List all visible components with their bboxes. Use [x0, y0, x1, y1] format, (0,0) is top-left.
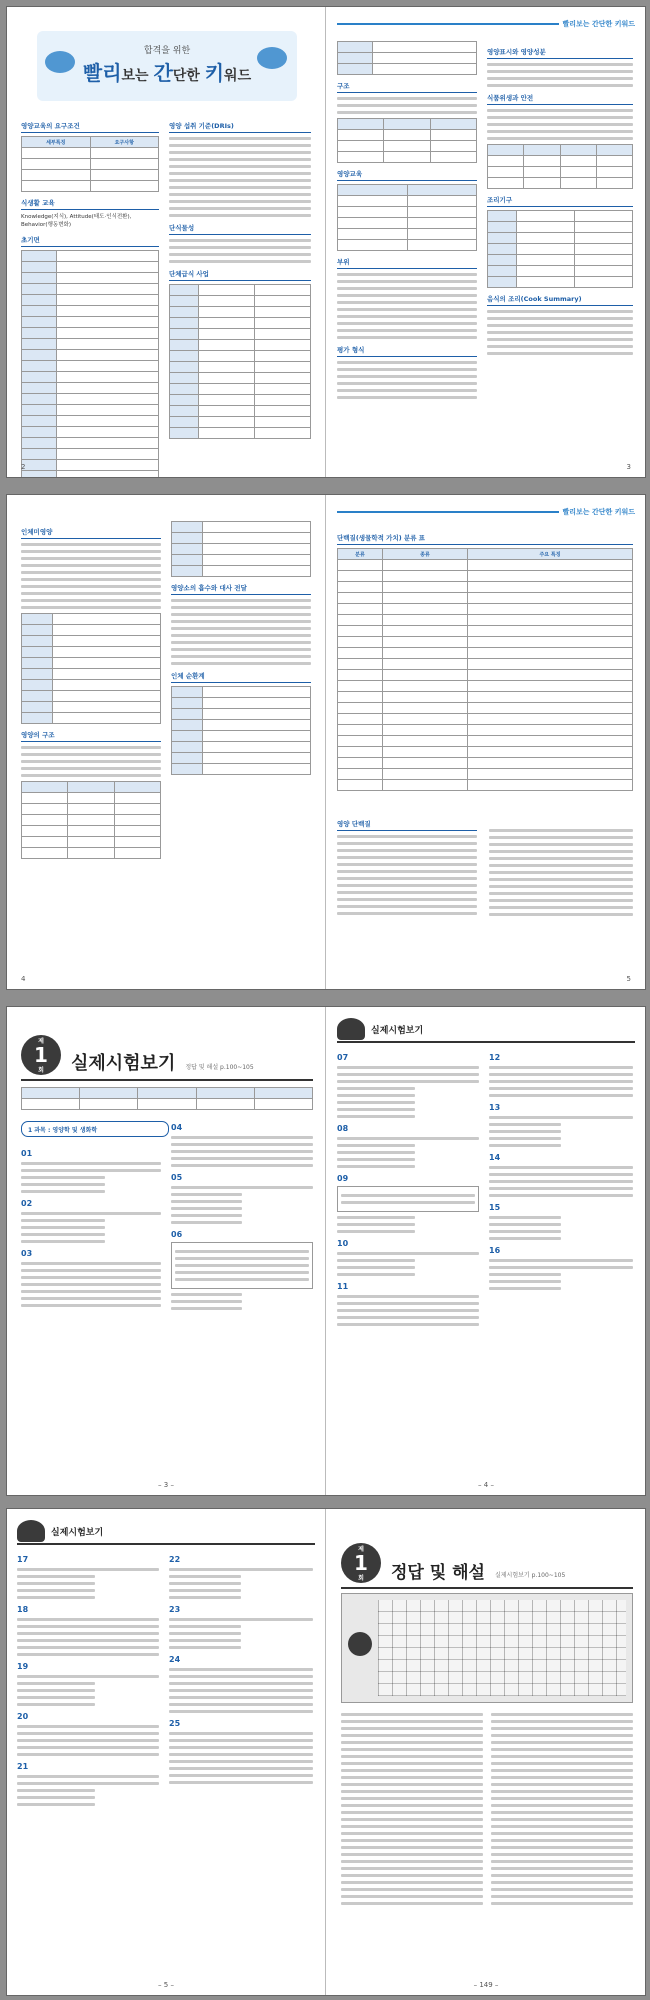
section-title: 인체미영양: [21, 527, 161, 539]
question-item: 14: [489, 1153, 501, 1162]
page-number: 5: [626, 975, 631, 983]
section-title: 초기면: [21, 235, 159, 247]
exam-title-block: [21, 1025, 313, 1081]
section-title: 단백질(생물학적 가치) 분류 표: [337, 533, 633, 545]
section-title: 영양소의 흡수와 대사 전달: [171, 583, 311, 595]
col-right: [491, 1709, 633, 1909]
answer-grid-area: [341, 1593, 633, 1703]
col-left: [337, 813, 477, 919]
question-item: 02: [21, 1199, 33, 1208]
section-title: 구조: [337, 81, 477, 93]
section-title: 식생활 교육: [21, 198, 159, 210]
col-right: [169, 1549, 313, 1788]
col-left: [337, 1047, 479, 1330]
passage-box: [337, 1186, 479, 1212]
running-header: 빨리보는 간단한 키워드: [337, 15, 635, 33]
question-item: 09: [337, 1174, 349, 1183]
question-item: 13: [489, 1103, 501, 1112]
spread-4: [6, 1508, 646, 1996]
question-item: 11: [337, 1282, 349, 1291]
col-left: [21, 521, 161, 859]
page-exam-right: [327, 1007, 645, 1495]
section-title: 영양 섭취 기준(DRIs): [169, 121, 311, 133]
section-title: 음식의 조리(Cook Summary): [487, 294, 633, 306]
running-header: 빨리보는 간단한 키워드: [337, 503, 635, 521]
page-number: – 3 –: [158, 1481, 174, 1489]
page-nutrition-left: [7, 495, 326, 989]
subject-bar: 1 과목 : 영양학 및 생화학: [21, 1121, 169, 1137]
passage-box: [171, 1242, 313, 1289]
col-right: [169, 115, 311, 439]
question-item: 22: [169, 1555, 181, 1564]
page-number: – 149 –: [473, 1981, 499, 1989]
col-right: [487, 41, 633, 359]
answer-title-block: [341, 1529, 633, 1589]
answer-grid: [378, 1600, 626, 1696]
question-item: 16: [489, 1246, 501, 1255]
col-right: [489, 825, 633, 920]
page-number: 3: [626, 463, 631, 471]
keyword-table: 세부특징 요구사항: [21, 136, 159, 192]
col-left: [21, 115, 159, 477]
subject-icon: [348, 1632, 372, 1656]
section-title: 단식물성: [169, 223, 311, 235]
section-text: Knowledge(지식), Attitude(태도·인식전환), Behavior(행동변화): [21, 214, 132, 228]
section-title: 식품위생과 안전: [487, 93, 633, 105]
protein-table-block: [337, 527, 633, 791]
question-item: 23: [169, 1605, 181, 1614]
section-title: 영양표시와 영양성분: [487, 47, 633, 59]
page-number: 2: [21, 463, 26, 471]
page-keyword-right: [327, 7, 645, 477]
spread-1: [6, 6, 646, 478]
page-exam-left: [7, 1007, 326, 1495]
spread-3: [6, 1006, 646, 1496]
chef-hat-icon: [337, 1018, 365, 1040]
question-item: 21: [17, 1762, 29, 1771]
banner-pretitle: 합격을 위한: [143, 46, 191, 56]
question-item: 24: [169, 1655, 181, 1664]
exam-title: 실제시험보기: [71, 1053, 176, 1074]
section-title: 영양교육: [337, 169, 477, 181]
banner-title: 빨리보는 간단한 키워드: [82, 61, 252, 85]
question-item: 15: [489, 1203, 501, 1212]
chef-hat-icon: [17, 1520, 45, 1542]
exam-header: 실제시험보기: [337, 1017, 635, 1043]
question-item: 12: [489, 1053, 501, 1062]
section-title: 부위: [337, 257, 477, 269]
section-title: 평가 형식: [337, 345, 477, 357]
question-item: 04: [171, 1123, 183, 1132]
section-title: 단체급식 사업: [169, 269, 311, 281]
spread-2: [6, 494, 646, 990]
question-item: 01: [21, 1149, 33, 1158]
question-item: 03: [21, 1249, 33, 1258]
page-keyword-left: [7, 7, 326, 477]
page-number: 4: [21, 975, 26, 983]
answer-subtitle: 실제시험보기 p.100~105: [494, 1572, 566, 1579]
title-banner: [37, 31, 297, 101]
section-title: 영양교육의 요구조건: [21, 121, 159, 133]
round-badge: 제 1 회: [21, 1035, 61, 1075]
col-right: [171, 521, 311, 775]
protein-table: 분류 종류 주요 특징: [337, 548, 633, 791]
col-left: [21, 1143, 161, 1311]
question-item: 07: [337, 1053, 349, 1062]
question-item: 19: [17, 1662, 29, 1671]
exam-header: 실제시험보기: [17, 1519, 315, 1545]
page-number: – 5 –: [158, 1981, 174, 1989]
question-item: 17: [17, 1555, 29, 1564]
answer-title: 정답 및 해설: [391, 1563, 485, 1583]
org-table: [169, 284, 311, 439]
question-item: 08: [337, 1124, 349, 1133]
section-title: 인체 순환계: [171, 671, 311, 683]
page-exam-left-2: [7, 1509, 326, 1995]
question-item: 06: [171, 1230, 183, 1239]
question-item: 25: [169, 1719, 181, 1728]
question-item: 18: [17, 1605, 29, 1614]
section-title: 조리기구: [487, 195, 633, 207]
col-right: [171, 1117, 313, 1314]
page-answers: [327, 1509, 645, 1995]
section-title: 영양의 구조: [21, 730, 161, 742]
col-right: [489, 1047, 633, 1294]
page-nutrition-right: [327, 495, 645, 989]
exam-info-table: [21, 1087, 313, 1110]
page-number: – 4 –: [478, 1481, 494, 1489]
method-table: [21, 250, 159, 477]
question-item: 05: [171, 1173, 183, 1182]
col-left: [337, 41, 477, 403]
col-left: [341, 1709, 483, 1909]
question-item: 10: [337, 1239, 349, 1248]
question-item: 20: [17, 1712, 29, 1721]
section-title: 영양 단백질: [337, 819, 477, 831]
round-badge: 제 1 회: [341, 1543, 381, 1583]
exam-subtitle: 정답 및 해설 p.100~105: [185, 1064, 254, 1071]
col-left: [17, 1549, 159, 1810]
